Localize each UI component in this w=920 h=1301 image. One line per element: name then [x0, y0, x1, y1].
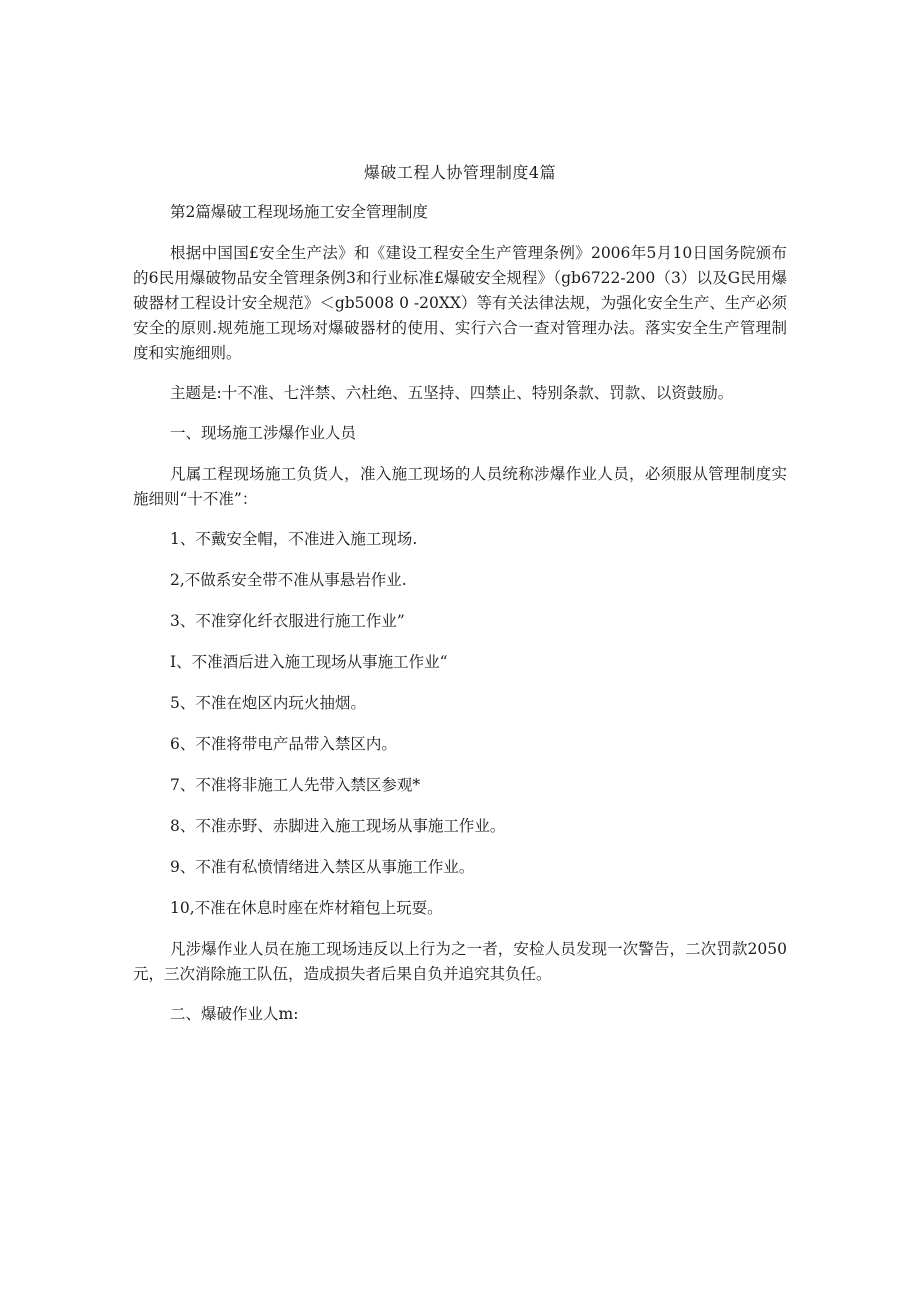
paragraph-theme: 主题是:十不准、七泮禁、六杜绝、五坚持、四禁止、特别条款、罚款、以资鼓励。: [170, 384, 734, 402]
rule-item: 2,不做系安全带不准从事悬岩作业.: [170, 571, 407, 589]
rule-item: 9、不准有私愤情绪进入禁区从事施工作业。: [170, 858, 475, 876]
rule-item: 7、不准将非施工人先带入禁区参观*: [170, 776, 421, 794]
paragraph-penalty: 凡涉爆作业人员在施工现场违反以上行为之一者，安检人员发现一次警告，二次罚款2050元，三次消除施工队伍，造成损失者后果自负并追究其负任。: [133, 940, 787, 983]
paragraph-legal-basis: 根据中国国£安全生产法》和《建设工程安全生产管理条例》2006年5月10日国务院颁布的6民用爆破物品安全管理条例3和行业标准£爆破安全规程》（gb6722-200（3）以及G民用爆破器材工程设计安全规范》＜gb5008 0 -20XX）等有关法律法规，为强化安全生产、生产必须安全的原则.规苑施工现场对爆破器材的使用、实行六合一查对管理办法。落实安全生产管理制度和实施细则。: [133, 244, 787, 362]
section-heading: 第2篇爆破工程现场施工安全管理制度: [170, 203, 428, 221]
rule-item: 1、不戴安全帽，不准进入施工现场.: [170, 530, 418, 548]
rule-item: 8、不准赤野、赤脚进入施工现场从事施工作业。: [170, 817, 506, 835]
rule-item: 10,不准在休息时座在炸材箱包上玩耍。: [170, 899, 443, 917]
document-body: [133, 200, 787, 1043]
paragraph-intro-rules: 凡属工程现场施工负货人，准入施工现场的人员统称涉爆作业人员，必须服从管理制度实施细则“十不准”：: [133, 465, 787, 508]
subsection-heading: 一、现场施工涉爆作业人员: [170, 424, 357, 442]
rule-item: I、不准酒后进入施工现场从事施工作业“: [170, 653, 448, 671]
rule-item: 3、不准穿化纤衣服进行施工作业”: [170, 612, 405, 630]
rule-item: 6、不准将带电产品带入禁区内。: [170, 735, 397, 753]
subsection-heading: 二、爆破作业人m:: [170, 1005, 299, 1023]
rule-item: 5、不准在炮区内玩火抽烟。: [170, 694, 366, 712]
document-title: 爆破工程人协管理制度4篇: [363, 163, 557, 182]
